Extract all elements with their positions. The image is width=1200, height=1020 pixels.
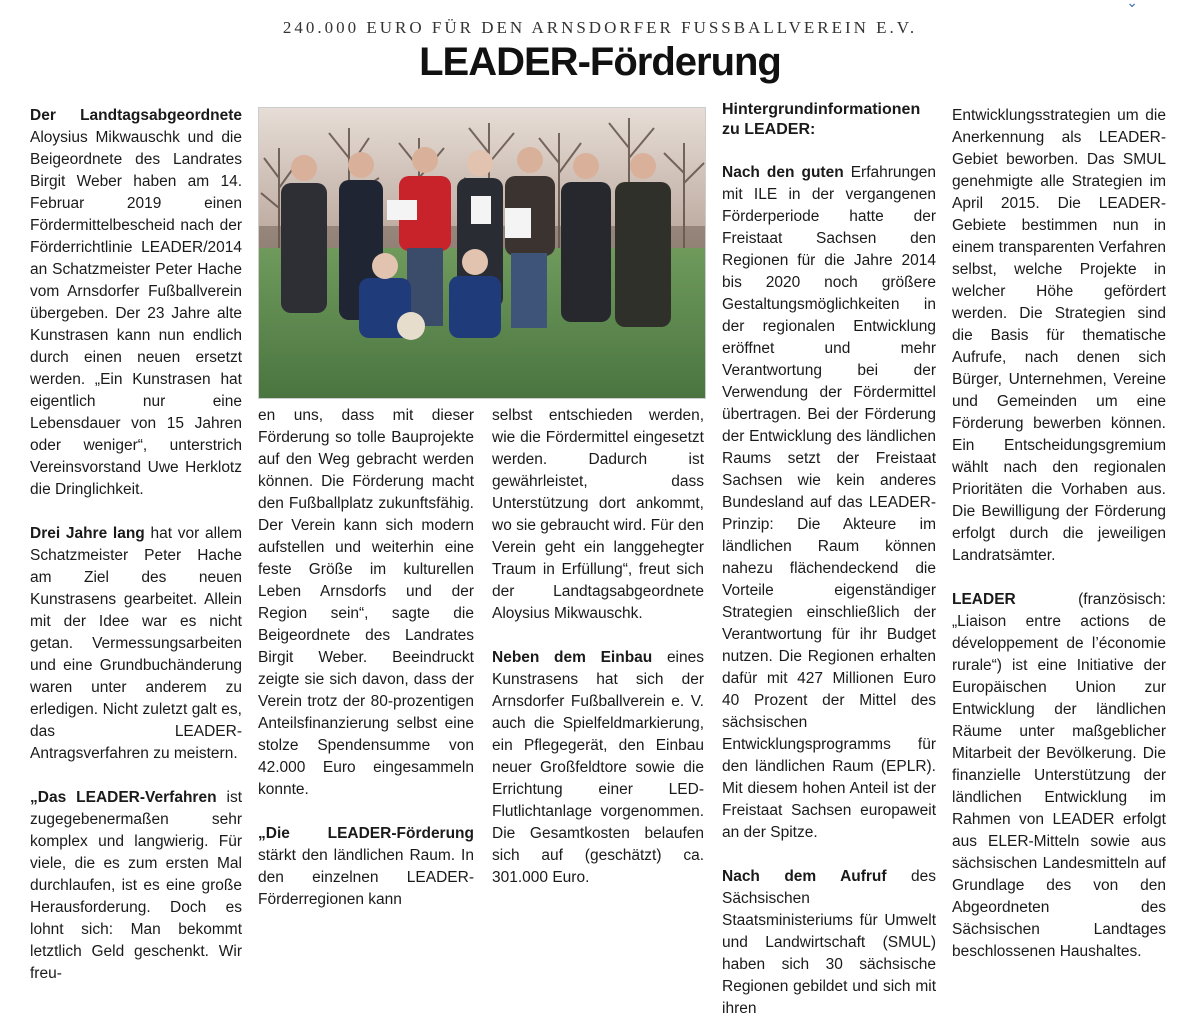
paragraph-text: (französisch: „Liaison entre actions de développement de l’économie rurale“) ist eine Initiative der Europäischen Union zur Entwicklung der ländlichen Räume unter maßgeblicher Mitarbeit der Bevölkerung. Die finanzielle Unterstützung der ländlichen Entwicklung im Rahmen von LEADER erfolgt aus ELER-Mitteln sowie aus sächsischen Landesmitteln auf Grundlage des von den Abgeordneten des Sächsischen Landtages beschlossenen Haushaltes. <box>952 591 1166 960</box>
paragraph-lead: Nach dem Aufruf <box>722 868 887 885</box>
paragraph <box>722 162 936 844</box>
corner-mark-icon: ⌄ <box>1126 0 1138 10</box>
paragraph-lead: „Das LEADER-Verfahren <box>30 789 217 806</box>
article-headline: LEADER-Förderung <box>419 40 781 84</box>
article-kicker: 240.000 EURO FÜR DEN ARNSDORFER FUSSBALLVEREIN E.V. <box>282 18 918 37</box>
paragraph <box>258 823 474 911</box>
article-column-2 <box>258 405 474 911</box>
article-column-3 <box>492 405 704 889</box>
paragraph <box>30 105 242 501</box>
paragraph-lead: Drei Jahre lang <box>30 525 145 542</box>
group-photo-icon <box>259 108 705 398</box>
article-column-4 <box>722 100 936 1020</box>
paragraph-lead: LEADER <box>952 591 1016 608</box>
info-subhead: Hintergrundinformationen zu LEADER: <box>722 101 921 138</box>
paragraph-text: Aloysius Mikwauschk und die Beigeordnete des Landrates Birgit Weber haben am 14. Februar 2019 einen Fördermittelbescheid nach der Förderrichtlinie LEADER/2014 an Schatzmeister Peter Hache vom Arnsdorfer Fußballverein übergeben. Der 23 Jahre alte Kunstrasen kann nun endlich durch einen neuen ersetzt werden. „Ein Kunstrasen hat eigentlich nur eine Lebensdauer von 15 Jahren oder weniger“, unterstrich Vereinsvorstand Uwe Herklotz die Dringlichkeit. <box>30 129 242 498</box>
paragraph <box>722 866 936 1020</box>
article-column-1 <box>30 105 242 985</box>
paragraph-text: des Sächsischen Staatsministeriums für Umwelt und Landwirtschaft (SMUL) haben sich 30 sächsische Regionen gebildet und sich mit ihren <box>722 868 936 1017</box>
paragraph <box>952 589 1166 963</box>
paragraph-lead: Neben dem Einbau <box>492 649 653 666</box>
paragraph-lead: Nach den guten <box>722 164 844 181</box>
article-column-5 <box>952 105 1166 963</box>
paragraph-text: en uns, dass mit dieser Förderung so tolle Bauprojekte auf den Weg gebracht werden können. Die Förderung macht den Fußballplatz zukunftsfähig. Der Verein kann sich modern aufstellen und weiterhin eine feste Größe im kulturellen Leben Arnsdorfs und der Region sein“, sagte die Beigeordnete des Landrates Birgit Weber. Beeindruckt zeigte sie sich davon, dass der Verein trotz der 80-prozentigen Anteilsfinanzierung selbst eine stolze Spendensumme von 42.000 Euro eingesammeln konnte. <box>258 407 474 798</box>
paragraph-text: hat vor allem Schatzmeister Peter Hache am Ziel des neuen Kunstrasens gearbeitet. Allein mit der Idee war es nicht getan. Vermessungsarbeiten und eine Grundbuchänderung waren unter anderem zu erledigen. Nicht zuletzt galt es, das LEADER-Antragsverfahren zu meistern. <box>30 525 242 762</box>
paragraph-text: eines Kunstrasens hat sich der Arnsdorfer Fußballverein e. V. auch die Spielfeldmarkierung, ein Pflegegerät, den Einbau neuer Großfeldtore sowie die Errichtung einer LED-Flutlichtanlage vorgenommen. Die Gesamtkosten belaufen sich auf (geschätzt) ca. 301.000 Euro. <box>492 649 704 886</box>
paragraph-text: stärkt den ländlichen Raum. In den einzelnen LEADER-Förderregionen kann <box>258 847 474 908</box>
paragraph <box>30 787 242 985</box>
paragraph <box>492 647 704 889</box>
paragraph-text: Entwicklungsstrategien um die Anerkennung als LEADER-Gebiet beworben. Das SMUL genehmigte alle Strategien im April 2015. Die LEADER-Gebiete bestimmen nun in einem transparenten Verfahren selbst, welche Projekte in welcher Höhe gefördert werden. Die Strategien sind die Basis für thematische Aufrufe, nach denen sich Bürger, Unternehmen, Vereine und Gemeinden um eine Förderung bewerben können. Ein Entscheidungsgremium wählt nach den regionalen Prioritäten die Vorhaben aus. Die Bewilligung der Förderung erfolgt durch die jeweiligen Landratsämter. <box>952 107 1166 564</box>
group-photo <box>258 107 706 399</box>
paragraph-lead: „Die LEADER-Förderung <box>258 825 474 842</box>
paragraph-text: selbst entschieden werden, wie die Fördermittel eingesetzt werden. Dadurch ist gewährleistet, dass Unterstützung dort ankommt, wo sie gebraucht wird. Für den Verein geht ein langgehegter Traum in Erfüllung“, freut sich der Landtagsabgeordnete Aloysius Mikwauschk. <box>492 407 704 622</box>
paragraph <box>30 523 242 765</box>
paragraph-text: ist zugegebenermaßen sehr komplex und langwierig. Für viele, die es zum ersten Mal durchlaufen, ist es eine große Herausforderung. Doch es lohnt sich: Man bekommt letztlich Geld geschenkt. Wir freu- <box>30 789 243 982</box>
paragraph-text: Erfahrungen mit ILE in der vergangenen Förderperiode hatte der Freistaat Sachsen den Regionen für die Jahre 2014 bis 2020 noch größere Gestaltungsmöglichkeiten in der regionalen Entwicklung eröffnet und mehr Verantwortung bei der Verwendung der Fördermittel übertragen. Bei der Förderung der Entwicklung des ländlichen Raums setzt der Freistaat Sachsen wie kein anderes Bundesland auf das LEADER-Prinzip: Die Akteure im ländlichen Raum können nahezu flächendeckend die Vorteile eigenständiger Strategien einschließlich der Verantwortung für ihr Budget nutzen. Die Regionen erhalten dafür mit 427 Millionen Euro 40 Prozent der Mittel des sächsischen Entwicklungsprogramms für den ländlichen Raum (EPLR). Mit diesem hohen Anteil ist der Freistaat Sachsen europaweit an der Spitze. <box>722 164 936 841</box>
paragraph-lead: Der Landtagsabgeordnete <box>30 107 242 124</box>
